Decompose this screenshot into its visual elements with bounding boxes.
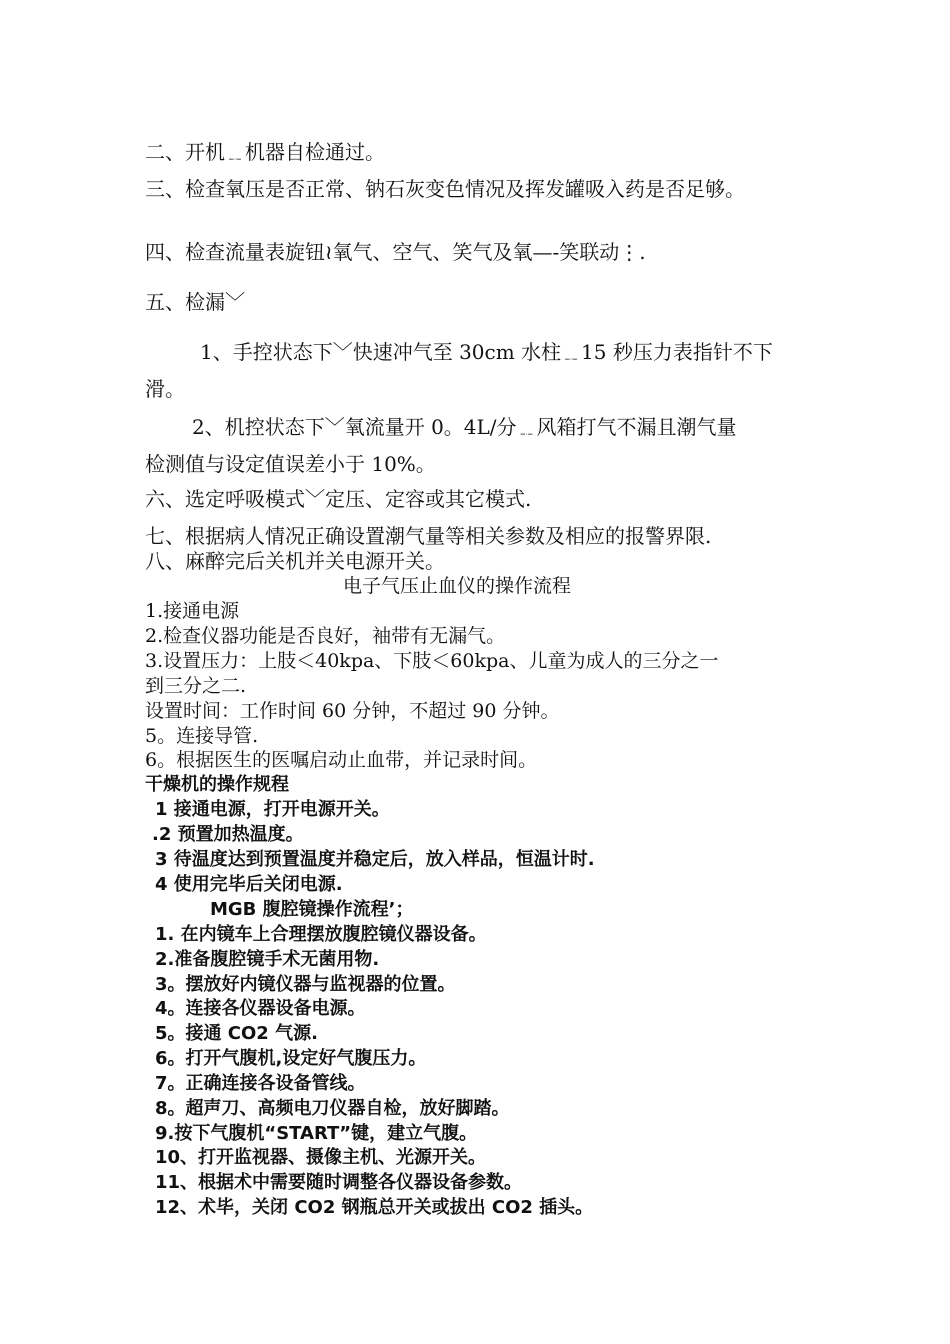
laparoscope-step: 10、打开监视器、摄像主机、光源开关。: [155, 1147, 487, 1168]
dryer-step-1: 1 接通电源，打开电源开关。: [155, 799, 390, 820]
laparoscope-step: 5。接通 CO2 气源.: [155, 1023, 318, 1044]
anesthesia-step-1-cont: 滑。: [145, 377, 185, 401]
laparoscope-step: 2.准备腹腔镜手术无菌用物.: [155, 949, 380, 970]
anesthesia-line-8: 八、麻醉完后关机并关电源开关。: [145, 549, 445, 573]
laparoscope-step: 4。连接各仪器设备电源。: [155, 998, 366, 1019]
dryer-step-3: 3 待温度达到预置温度并稳定后，放入样品，恒温计时.: [155, 849, 595, 870]
tourniquet-time: 设置时间：工作时间 60 分钟，不超过 90 分钟。: [145, 700, 560, 722]
dryer-step-4: 4 使用完毕后关闭电源.: [155, 874, 343, 895]
dryer-step-2: .2 预置加热温度。: [152, 824, 304, 845]
anesthesia-line-6: 六、选定呼吸模式﹀定压、定容或其它模式.: [145, 487, 532, 511]
anesthesia-line-2: 二、开机﹎机器自检通过。: [145, 140, 385, 164]
laparoscope-step: 3。摆放好内镜仪器与监视器的位置。: [155, 974, 456, 995]
tourniquet-step-2: 2.检查仪器功能是否良好，袖带有无漏气。: [145, 625, 506, 647]
anesthesia-step-1: 1、手控状态下﹀快速冲气至 30cm 水柱﹎15 秒压力表指针不下: [200, 340, 773, 364]
laparoscope-step: 7。正确连接各设备管线。: [155, 1073, 366, 1094]
anesthesia-step-2-cont: 检测值与设定值误差小于 10%。: [145, 452, 436, 476]
anesthesia-line-3: 三、检查氧压是否正常、钠石灰变色情况及挥发罐吸入药是否足够。: [145, 177, 745, 201]
dryer-title: 干燥机的操作规程: [145, 774, 289, 795]
laparoscope-title: MGB 腹腔镜操作流程’；: [210, 899, 414, 920]
anesthesia-line-5: 五、检漏﹀: [145, 290, 245, 314]
laparoscope-step: 6。打开气腹机,设定好气腹压力。: [155, 1048, 427, 1069]
anesthesia-line-4: 四、检查流量表旋钮≀氧气、空气、笑气及氧—-笑联动⋮.: [145, 240, 646, 264]
tourniquet-step-3: 3.设置压力：上肢＜40kpa、下肢＜60kpa、儿童为成人的三分之一: [145, 650, 719, 672]
laparoscope-step: 1. 在内镜车上合理摆放腹腔镜仪器设备。: [155, 924, 487, 945]
tourniquet-step-5: 5。连接导管.: [145, 725, 259, 747]
tourniquet-step-6: 6。根据医生的医嘱启动止血带，并记录时间。: [145, 749, 538, 771]
laparoscope-step: 11、根据术中需要随时调整各仪器设备参数。: [155, 1172, 523, 1193]
anesthesia-step-2: 2、机控状态下﹀氧流量开 0。4L/分﹎风箱打气不漏且潮气量: [192, 415, 737, 439]
tourniquet-step-3-cont: 到三分之二.: [145, 675, 247, 697]
laparoscope-step: 12、术毕，关闭 CO2 钢瓶总开关或拔出 CO2 插头。: [155, 1197, 594, 1218]
tourniquet-step-1: 1.接通电源: [145, 600, 240, 622]
laparoscope-step: 9.按下气腹机“START”键，建立气腹。: [155, 1123, 478, 1144]
laparoscope-step: 8。超声刀、高频电刀仪器自检，放好脚踏。: [155, 1098, 510, 1119]
tourniquet-title: 电子气压止血仪的操作流程: [343, 575, 572, 597]
anesthesia-line-7: 七、根据病人情况正确设置潮气量等相关参数及相应的报警界限.: [145, 524, 712, 548]
